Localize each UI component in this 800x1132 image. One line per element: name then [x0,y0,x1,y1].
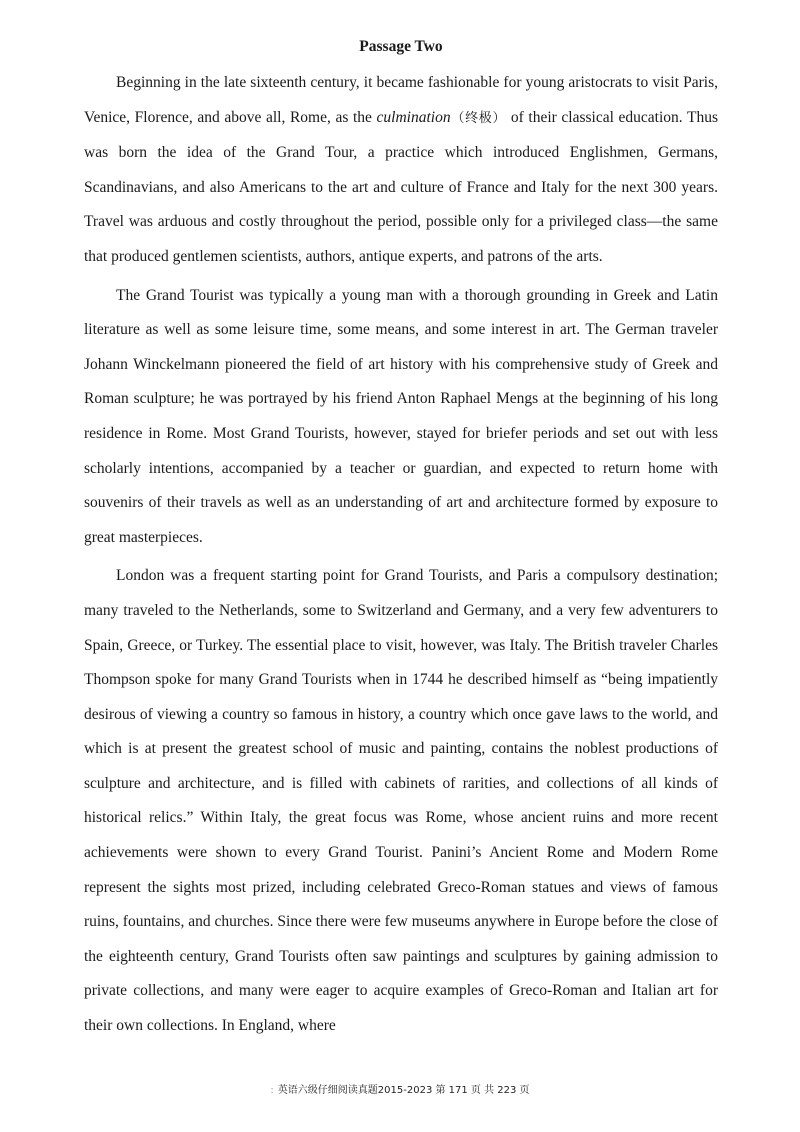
footer-mark: : [270,1085,274,1096]
document-page [84,36,718,1048]
emphasized-term: culmination [376,108,451,126]
paragraph-1-text-end: of their classical education. Thus was born the idea of the Grand Tour, a practice which introduced Englishmen, Germans, Scandinavians, and also Americans to the art and culture of France and Italy for the next 300 years. Travel was arduous and costly throughout the period, possible only for a privileged class—the same that produced gentlemen scientists, authors, antique experts, and patrons of the arts. [84,108,718,265]
passage-title: Passage Two [359,38,443,55]
paragraph-3: London was a frequent starting point for Grand Tourists, and Paris a compulsory destination; many traveled to the Netherlands, some to Switzerland and Germany, and a very few adventurers to Spain, Greece, or Turkey. The essential place to visit, however, was Italy. The British traveler Charles Thompson spoke for many Grand Tourists when in 1744 he described himself as “being impatiently desirous of viewing a country so famous in history, a country which once gave laws to the world, and which is at present the greatest school of music and painting, contains the noblest productions of sculpture and architecture, and is filled with cabinets of rarities, and collections of all kinds of historical relics.” Within Italy, the great focus was Rome, whose ancient ruins and more recent achievements were shown to every Grand Tourist. Panini’s Ancient Rome and Modern Rome represent the sights most prized, including celebrated Greco-Roman statues and views of famous ruins, fountains, and churches. Since there were few museums anywhere in Europe before the close of the eighteenth century, Grand Tourists often saw paintings and sculptures by gaining admission to private collections, and many were eager to acquire examples of Greco-Roman and Italian art for their own collections. In England, where [84,567,718,1035]
page-footer [0,1084,800,1098]
chinese-gloss: （终极） [450,110,507,126]
paragraph-1 [84,66,718,275]
paragraph-1-text-start: Beginning in the late sixteenth century, it became fashionable for young aristocrats to visit Paris, Venice, Florence, and above all, Rome, as the [84,74,718,126]
paragraph-2: The Grand Tourist was typically a young man with a thorough grounding in Greek and Latin literature as well as some leisure time, some means, and some interest in art. The German traveler Johann Winckelmann pioneered the field of art history with his comprehensive study of Greek and Roman sculpture; he was portrayed by his friend Anton Raphael Mengs at the beginning of his long residence in Rome. Most Grand Tourists, however, stayed for briefer periods and set out with less scholarly intentions, accompanied by a teacher or guardian, and expected to return home with souvenirs of their travels as well as an understanding of art and architecture formed by exposure to great masterpieces. [84,286,718,546]
footer-page-info: 英语六级仔细阅读真题2015-2023 第 171 页 共 223 页 [277,1085,530,1096]
